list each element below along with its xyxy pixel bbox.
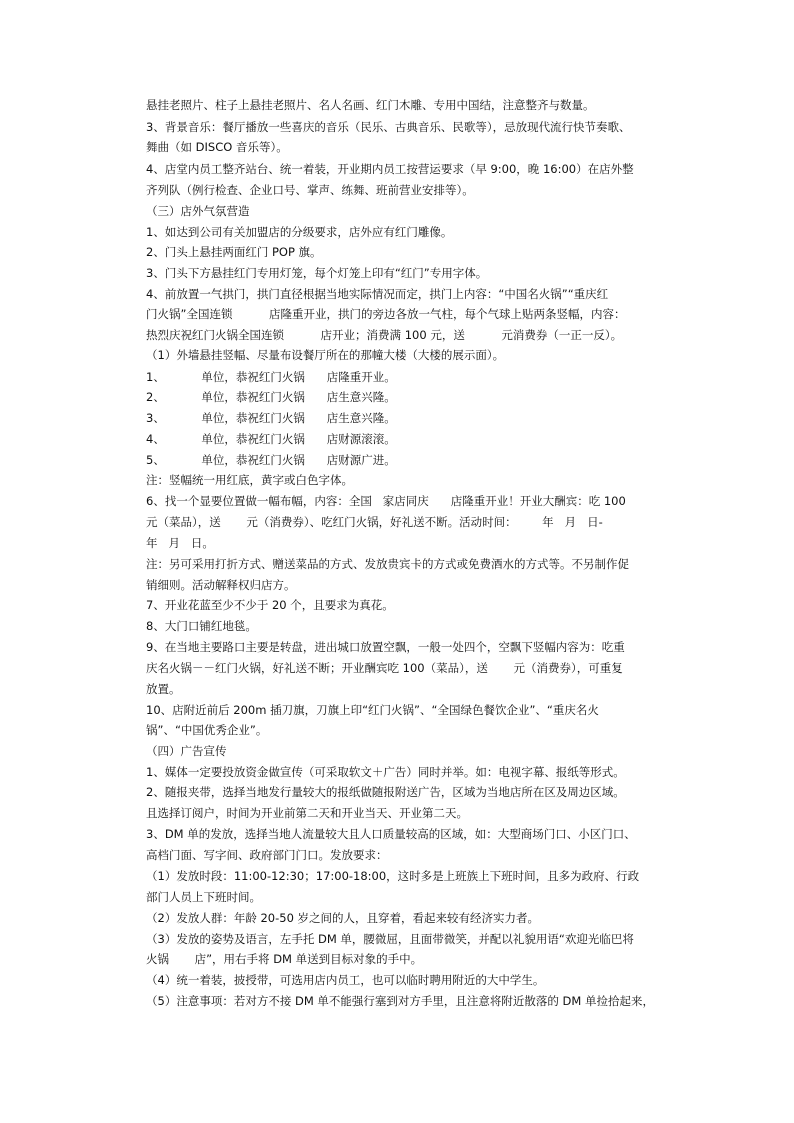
text-line: 舞曲（如 DISCO 音乐等）。 <box>146 140 288 154</box>
text-line: （2）发放人群：年龄 20-50 岁之间的人，且穿着，看起来较有经济实力者。 <box>146 911 540 925</box>
text-line: 2、门头上悬挂两面红门 POP 旗。 <box>146 245 322 259</box>
text-line: 悬挂老照片、柱子上悬挂老照片、名人名画、红门木雕、专用中国结，注意整齐与数量。 <box>146 98 595 112</box>
text-line: 高档门面、写字间、政府部门门口。发放要求： <box>146 848 388 862</box>
text-line: （1）外墙悬挂竖幅、尽量布设餐厅所在的那幢大楼（大楼的展示面）。 <box>146 348 505 362</box>
text-line: 火锅 店”，用右手将 DM 单送到目标对象的手中。 <box>146 952 423 966</box>
text-line: 放置。 <box>146 682 181 696</box>
text-line: 齐列队（例行检查、企业口号、掌声、练舞、班前营业安排等）。 <box>146 183 474 197</box>
text-line: 注：竖幅统一用红底，黄字或白色字体。 <box>146 473 353 487</box>
text-line: 门火锅”全国连锁 店隆重开业，拱门的旁边各放一气柱，每个气球上贴两条竖幅，内容： <box>146 307 626 321</box>
text-line: 庆名火锅－－红门火锅，好礼送不断；开业酬宾吃 100（菜品），送 元（消费券），可重复 <box>146 661 623 675</box>
text-line: 部门人员上下班时间。 <box>146 890 261 904</box>
text-line: 且选择订阅户，时间为开业前第二天和开业当天、开业第二天。 <box>146 806 468 820</box>
text-line: 7、开业花蓝至少不少于 20 个，且要求为真花。 <box>146 598 394 612</box>
text-line: （3）发放的姿势及语言，左手托 DM 单，腰微屈，且面带微笑，并配以礼貌用语“欢迎光临巴将 <box>146 932 634 946</box>
text-line: 热烈庆祝红门火锅全国连锁 店开业；消费满 100 元，送 元消费券（一正一反）。 <box>146 328 623 342</box>
text-line: （三）店外气氛营造 <box>146 204 250 218</box>
text-line: 年 月 日。 <box>146 536 214 550</box>
text-line: （4）统一着装，披授带，可选用店内员工，也可以临时聘用附近的大中学生。 <box>146 973 545 987</box>
text-line: 销细则。活动解释权归店方。 <box>146 578 296 592</box>
text-line: 4、前放置一气拱门，拱门直径根据当地实际情况而定，拱门上内容：“中国名火锅”“重庆红 <box>146 287 609 301</box>
text-line: （1）发放时段：11:00-12:30；17:00-18:00，这时多是上班族上下班时间，且多为政府、行政 <box>146 869 640 883</box>
text-line: 1、 单位，恭祝红门火锅 店隆重开业。 <box>146 370 396 384</box>
text-line: （5）注意事项：若对方不接 DM 单不能强行塞到对方手里，且注意将附近散落的 DM 单捡拾起来， <box>146 994 654 1008</box>
text-line: 4、 单位，恭祝红门火锅 店财源滚滚。 <box>146 432 396 446</box>
text-line: 1、媒体一定要投放资金做宣传（可采取软文＋广告）同时并举。如：电视字幕、报纸等形式。 <box>146 765 625 779</box>
text-line: （四）广告宣传 <box>146 744 227 758</box>
text-line: 2、 单位，恭祝红门火锅 店生意兴隆。 <box>146 390 396 404</box>
text-line: 9、在当地主要路口主要是转盘，进出城口放置空飘，一般一处四个，空飘下竖幅内容为：吃重 <box>146 640 625 654</box>
text-line: 3、门头下方悬挂红门专用灯笼，每个灯笼上印有“红门”专用字体。 <box>146 266 488 280</box>
text-line: 8、大门口铺红地毯。 <box>146 619 257 633</box>
text-line: 4、店堂内员工整齐站台、统一着装，开业期内员工按营运要求（早 9:00，晚 16:00）在店外整 <box>146 162 634 176</box>
text-line: 10、店附近前后 200m 插刀旗，刀旗上印“红门火锅”、“全国绿色餐饮企业”、“重庆名火 <box>146 703 599 717</box>
text-line: 3、 单位，恭祝红门火锅 店生意兴隆。 <box>146 411 396 425</box>
text-line: 3、背景音乐：餐厅播放一些喜庆的音乐（民乐、古典音乐、民歌等），忌放现代流行快节奏歌、 <box>146 120 631 134</box>
text-line: 3、DM 单的发放，选择当地人流量较大且人口质量较高的区域，如：大型商场门口、小区门口、 <box>146 827 636 841</box>
text-line: 元（菜品），送 元（消费券）、吃红门火锅，好礼送不断。活动时间： 年 月 日- <box>146 515 603 529</box>
text-line: 6、找一个显要位置做一幅布幅，内容：全国 家店同庆 店隆重开业！开业大酬宾：吃 100 <box>146 494 626 508</box>
text-line: 注：另可采用打折方式、赠送菜品的方式、发放贵宾卡的方式或免费酒水的方式等。不另制作促 <box>146 557 629 571</box>
text-line: 2、随报夹带，选择当地发行量较大的报纸做随报附送广告，区域为当地店所在区及周边区域。 <box>146 785 625 799</box>
text-line: 5、 单位，恭祝红门火锅 店财源广进。 <box>146 453 396 467</box>
text-line: 1、如达到公司有关加盟店的分级要求，店外应有红门雕像。 <box>146 225 453 239</box>
text-line: 锅”、“中国优秀企业”。 <box>146 723 268 737</box>
